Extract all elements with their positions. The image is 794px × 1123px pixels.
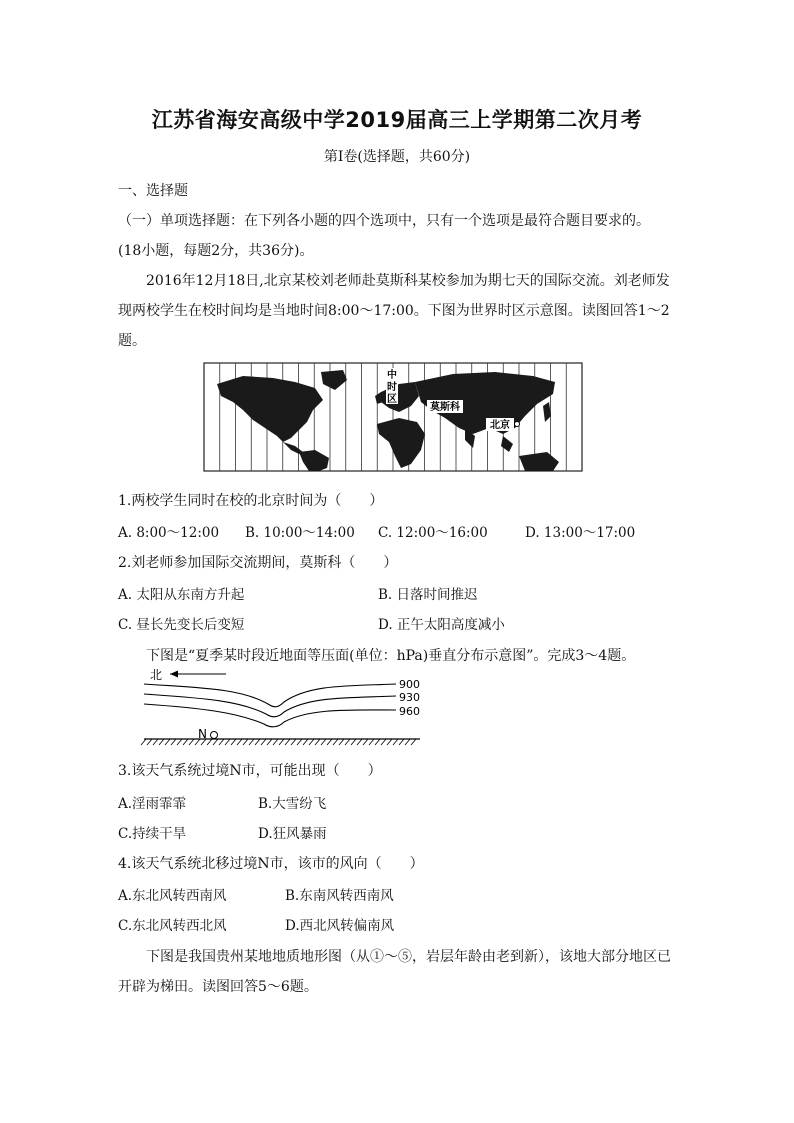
instruction-line-2: (18小题，每题2分，共36分)。 (118, 243, 314, 259)
q3-option-a: A.淫雨霏霏 (118, 796, 187, 812)
ground-hatch (225, 739, 230, 745)
map-label-beijing: 北京 (490, 420, 510, 431)
ground-hatch (273, 739, 278, 745)
city-n-marker (211, 732, 218, 739)
ground-hatch (177, 739, 182, 745)
ground-hatch (279, 739, 284, 745)
q2-option-d: D. 正午太阳高度减小 (378, 617, 505, 633)
page-title: 江苏省海安高级中学2019届高三上学期第二次月考 (151, 108, 643, 132)
q4-option-a: A.东北风转西南风 (118, 888, 227, 904)
q2-option-a: A. 太阳从东南方升起 (118, 587, 245, 603)
isobar-900 (144, 684, 396, 707)
isobar-960 (144, 704, 396, 727)
ground-hatch (261, 739, 266, 745)
ground-hatch (393, 739, 398, 745)
passage2-line1: 下图是“夏季某时段近地面等压面(单位：hPa)垂直分布示意图”。完成3～4题。 (146, 648, 636, 664)
ground-hatch (333, 739, 338, 745)
section-heading: 一、选择题 (118, 183, 188, 199)
q1-option-c: C. 12:00～16:00 (378, 525, 488, 541)
ground-hatch (213, 739, 218, 745)
ground-hatch (255, 739, 260, 745)
q3-option-c: C.持续干旱 (118, 826, 187, 842)
q4-option-d: D.西北风转偏南风 (285, 918, 395, 934)
ground-hatch (375, 739, 380, 745)
ground-hatch (183, 739, 188, 745)
ground-hatch (315, 739, 320, 745)
q1-option-d: D. 13:00～17:00 (525, 525, 636, 541)
q4-option-b: B.东南风转西南风 (285, 888, 394, 904)
ground-hatch (147, 739, 152, 745)
ground-hatch (351, 739, 356, 745)
ground-hatch (357, 739, 362, 745)
ground-hatch (267, 739, 272, 745)
beijing-marker (515, 422, 520, 427)
q1-stem: 1.两校学生同时在校的北京时间为（ ） (118, 493, 384, 509)
isobar-label-930: 930 (399, 691, 420, 704)
q1-option-a: A. 8:00～12:00 (118, 525, 220, 541)
ground-hatch (141, 739, 146, 745)
passage1-line3: 题。 (118, 333, 146, 349)
map-label-zone-3: 区 (387, 394, 397, 405)
q2-option-b: B. 日落时间推迟 (378, 587, 478, 603)
ground-hatch (207, 739, 212, 745)
ground-hatch (291, 739, 296, 745)
city-n-label: N (198, 727, 207, 741)
north-label: 北 (150, 668, 163, 682)
ground-hatch (153, 739, 158, 745)
isobar-label-960: 960 (399, 705, 420, 718)
q3-option-b: B.大雪纷飞 (258, 796, 327, 812)
q2-option-c: C. 昼长先变长后变短 (118, 617, 245, 633)
isobar-diagram (140, 664, 440, 746)
passage3-line2: 开辟为梯田。读图回答5～6题。 (118, 979, 318, 995)
ground-hatch (231, 739, 236, 745)
q3-option-d: D.狂风暴雨 (258, 826, 327, 842)
ground-hatch (321, 739, 326, 745)
ground-hatch (243, 739, 248, 745)
ground-hatch (339, 739, 344, 745)
ground-hatch (297, 739, 302, 745)
ground-hatch (249, 739, 254, 745)
ground-hatch (165, 739, 170, 745)
ground-hatch (303, 739, 308, 745)
map-label-moscow: 莫斯科 (430, 402, 460, 413)
ground-hatch (219, 739, 224, 745)
q2-stem: 2.刘老师参加国际交流期间，莫斯科（ ） (118, 555, 398, 571)
map-label-zone-1: 中 (387, 370, 397, 381)
q1-option-b: B. 10:00～14:00 (245, 525, 355, 541)
ground-hatch (399, 739, 404, 745)
ground-hatch (381, 739, 386, 745)
q3-stem: 3.该天气系统过境N市，可能出现（ ） (118, 763, 382, 779)
ground-hatch (171, 739, 176, 745)
ground-hatch (189, 739, 194, 745)
ground-hatch (327, 739, 332, 745)
page-subtitle: 第Ⅰ卷(选择题，共60分) (323, 149, 471, 165)
q4-stem: 4.该天气系统北移过境N市，该市的风向（ ） (118, 856, 424, 872)
q4-option-c: C.东北风转西北风 (118, 918, 227, 934)
instruction-line-1: （一）单项选择题：在下列各小题的四个选项中，只有一个选项是最符合题目要求的。 (118, 213, 650, 229)
ground-hatch (237, 739, 242, 745)
isobar-label-900: 900 (399, 678, 420, 691)
ground-hatch (405, 739, 410, 745)
ground-hatch (345, 739, 350, 745)
ground-hatch (363, 739, 368, 745)
ground-hatch (369, 739, 374, 745)
ground-hatch (411, 739, 416, 745)
ground-hatch (285, 739, 290, 745)
passage1-line1: 2016年12月18日,北京某校刘老师赴莫斯科某校参加为期七天的国际交流。刘老师发 (146, 273, 670, 289)
ground-hatch (309, 739, 314, 745)
ground-hatch (159, 739, 164, 745)
passage3-line1: 下图是我国贵州某地地质地形图（从①～⑤，岩层年龄由老到新），该地大部分地区已 (146, 949, 671, 965)
map-label-zone-2: 时 (387, 382, 397, 393)
world-time-zone-map (203, 362, 583, 472)
ground-hatch (387, 739, 392, 745)
passage1-line2: 现两校学生在校时间均是当地时间8:00～17:00。下图为世界时区示意图。读图回答1～2 (118, 303, 670, 319)
